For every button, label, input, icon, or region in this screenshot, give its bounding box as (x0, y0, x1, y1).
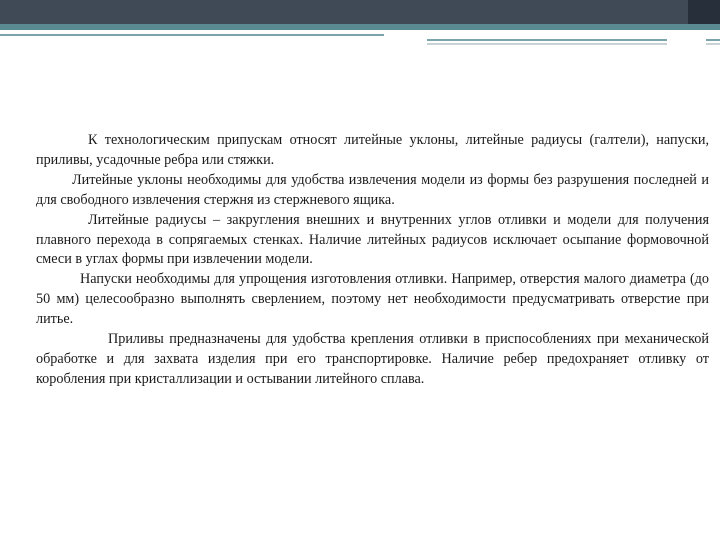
header-corner-block (688, 0, 720, 24)
paragraph-casting-radii: Литейные радиусы – закругления внешних и внутренних углов отливки и модели для получения плавного перехода в сопрягаемых стенках. Наличие литейных радиусов исключает осыпание формовочной смеси в углах формы при извлечении модели. (36, 211, 709, 268)
decor-line (427, 43, 667, 45)
paragraph-allowances: Напуски необходимы для упрощения изготовления отливки. Например, отверстия малого диаметра (до 50 мм) целесообразно выполнять сверлением, поэтому нет необходимости предусматривать отверстие при литье. (36, 271, 709, 328)
slide-body-text (36, 131, 709, 390)
header-accent-line (0, 24, 720, 30)
decor-line (706, 43, 720, 45)
decor-line (427, 39, 667, 41)
paragraph-bosses: Приливы предназначены для удобства крепления отливки в приспособлениях при механической обработке и для захвата изделия при его транспортировке. Наличие ребер предохраняет отливку от коробления при кристаллизации и остывании литейного сплава. (36, 331, 709, 387)
paragraph-casting-drafts: Литейные уклоны необходимы для удобства извлечения модели из формы без разрушения последней и для свободного извлечения стержня из стержневого ящика. (36, 171, 709, 208)
paragraph-technological-allowances: К технологическим припускам относят литейные уклоны, литейные радиусы (галтели), напуски, приливы, усадочные ребра или стяжки. (36, 132, 709, 168)
decor-line (706, 39, 720, 41)
slide-header-bar (0, 0, 720, 24)
decor-line (0, 34, 384, 36)
